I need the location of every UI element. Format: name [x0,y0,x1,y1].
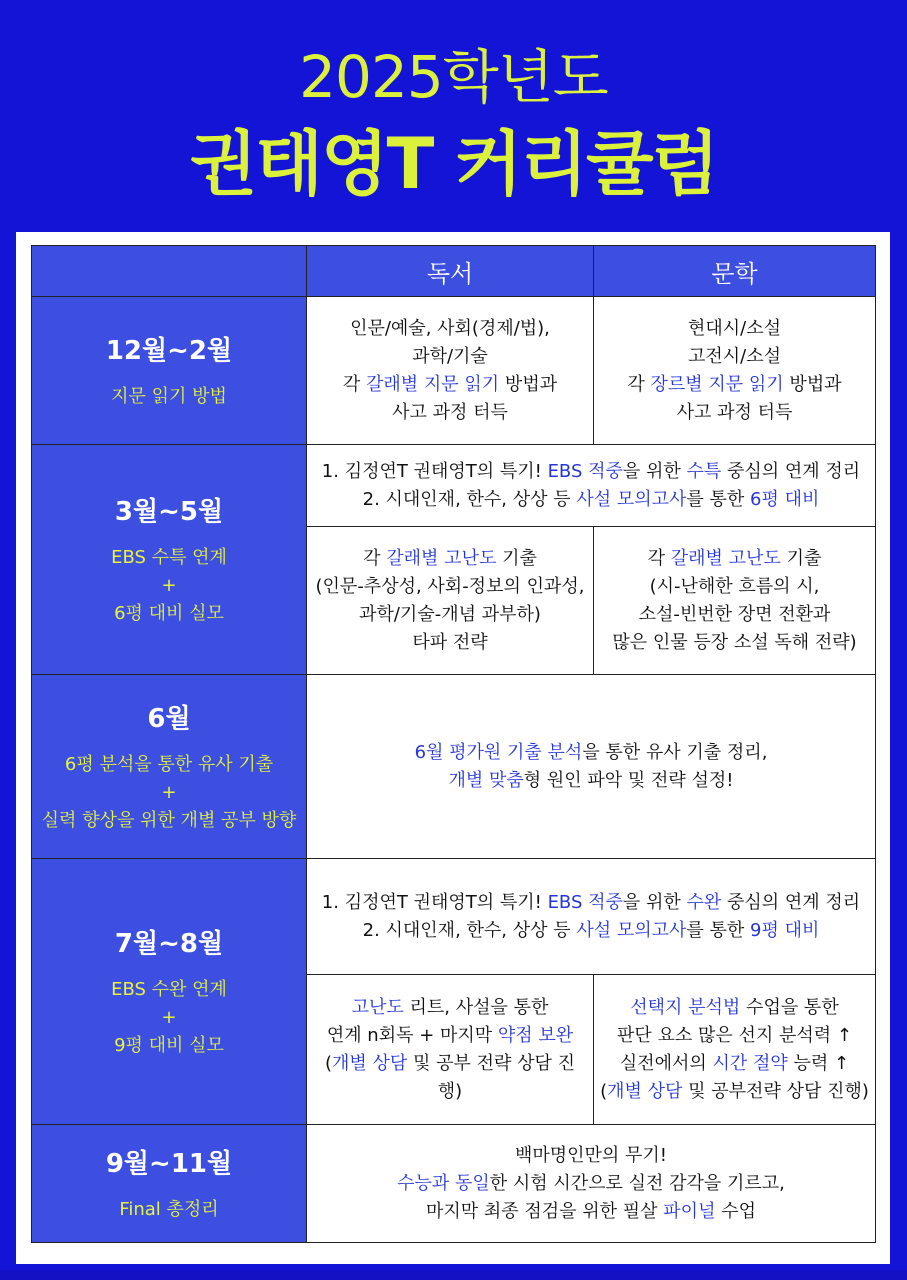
period-subtitle: 6평 대비 실모 [114,603,224,624]
common-cell [307,859,876,975]
period-subtitle: EBS 수완 연계 [111,979,227,1000]
text-line [600,994,869,1022]
text-segment: 형 원인 파악 및 전략 설정! [523,769,734,791]
text-segment: 기출 [780,547,822,569]
period-subtitle: 실력 향상을 위한 개별 공부 방향 [41,810,297,831]
text-segment: 을 위한 [622,460,687,482]
period-subtitle: 지문 읽기 방법 [111,386,227,407]
highlight-text: 6월 평가원 기출 분석 [414,741,583,763]
highlight-text: 약점 보완 [497,1024,574,1046]
text-line: 많은 인물 등장 소설 독해 전략) [612,631,857,653]
text-segment: 및 공부전략 상담 진행) [682,1080,869,1102]
highlight-text: 사설 모의고사 [576,919,687,941]
highlight-text: 파이널 [663,1200,716,1222]
period-plus: + [161,782,177,803]
period-plus: + [161,1007,177,1028]
text-segment: 실전에서의 [619,1052,713,1074]
table-row-mar-may [32,445,876,527]
page-title-curriculum: 권태영T 커리큘럼 [189,123,718,205]
corner-cell [32,246,307,297]
text-line [600,545,869,573]
period-plus: + [161,575,177,596]
text-line: 인문/예술, 사회(경제/법), [350,317,550,339]
highlight-text: 선택지 분석법 [630,996,741,1018]
highlight-text: EBS 적중 [547,460,623,482]
text-segment: 중심의 연계 정리 [721,460,861,482]
highlight-text: EBS 적중 [547,891,623,913]
text-line [313,767,869,795]
period-cell [32,1125,307,1243]
text-line [313,739,869,767]
highlight-text: 수완 [686,891,722,913]
highlight-text: 6평 대비 [750,488,820,510]
text-line [313,917,869,945]
column-header-literature: 문학 [594,246,876,297]
period-month: 7월~8월 [114,929,224,959]
period-month: 12월~2월 [105,336,233,366]
period-subtitle: EBS 수특 연계 [111,547,227,568]
highlight-text: 갈래별 지문 읽기 [366,373,500,395]
text-line [313,1170,869,1198]
highlight-text: 사설 모의고사 [576,488,687,510]
text-segment: 리트, 사설을 통한 [403,996,549,1018]
highlight-text: 수특 [686,460,722,482]
text-segment: 방법과 [783,373,842,395]
text-line: 과학/기술 [412,345,488,367]
text-segment: 각 [342,373,367,395]
text-line [600,1078,869,1106]
text-line [313,994,587,1022]
highlight-text: 개별 상담 [607,1080,683,1102]
highlight-text: 장르별 지문 읽기 [650,373,784,395]
bottom-strip [0,1270,907,1280]
text-segment: 를 통한 [686,919,751,941]
text-line: 과학/기술-개념 과부하) [359,603,541,625]
text-segment: ( [600,1080,608,1102]
reading-cell [307,297,594,445]
text-line: 사고 과정 터득 [676,401,793,423]
text-segment: 2. 시대인재, 한수, 상상 등 [362,919,577,941]
literature-cell [594,975,876,1125]
literature-cell [594,527,876,675]
text-segment: 연계 n회독 + 마지막 [326,1024,498,1046]
text-segment: 능력 ↑ [787,1052,850,1074]
text-line: 사고 과정 터득 [392,401,508,423]
period-cell [32,445,307,675]
text-line [313,1198,869,1226]
highlight-text: 개별 상담 [332,1052,408,1074]
text-segment: 각 [363,547,387,569]
text-segment: 을 위한 [622,891,687,913]
period-cell [32,675,307,859]
period-cell [32,297,307,445]
table-row-dec-feb [32,297,876,445]
text-segment: 중심의 연계 정리 [721,891,861,913]
reading-cell [307,527,594,675]
text-segment: ( [324,1052,333,1074]
text-segment: 기출 [496,547,537,569]
text-line [313,371,587,399]
highlight-text: 갈래별 고난도 [670,547,781,569]
text-segment: 및 공부 전략 상담 진행) [407,1052,576,1102]
text-line [313,1022,587,1050]
text-segment: 마지막 최종 점검을 위한 필살 [426,1200,664,1222]
text-segment: 각 [627,373,651,395]
highlight-text: 고난도 [351,996,404,1018]
curriculum-table [31,245,876,1243]
text-segment: 수업 [715,1200,756,1222]
text-line [600,1050,869,1078]
column-header-reading: 독서 [307,246,594,297]
text-segment: 를 통한 [686,488,751,510]
text-line: 현대시/소설 [687,317,781,339]
page-title-year: 2025학년도 [299,43,608,111]
highlight-text: 개별 맞춤 [448,769,524,791]
period-subtitle: 9평 대비 실모 [114,1035,224,1056]
text-line: (시-난해한 흐름의 시, [649,575,820,597]
text-line [600,371,869,399]
text-line [313,486,869,514]
text-line: 타파 전략 [412,631,488,653]
highlight-text: 시간 절약 [712,1052,788,1074]
highlight-text: 갈래별 고난도 [386,547,497,569]
text-segment: 1. 김정연T 권태영T의 특기! [321,891,548,913]
text-segment: 수업을 통한 [740,996,839,1018]
text-line: 백마명인만의 무기! [514,1144,668,1166]
period-month: 6월 [147,704,191,734]
table-row-jun [32,675,876,859]
text-segment: 한 시험 시간으로 실전 감각을 기르고, [489,1172,785,1194]
text-segment: 각 [647,547,671,569]
period-subtitle: 6평 분석을 통한 유사 기출 [64,754,274,775]
text-line: 소설-빈번한 장면 전환과 [638,603,831,625]
text-line [313,1050,587,1106]
common-cell [307,1125,876,1243]
text-line: 고전시/소설 [687,345,781,367]
common-cell [307,675,876,859]
period-month: 9월~11월 [105,1149,233,1179]
common-cell [307,445,876,527]
period-month: 3월~5월 [114,497,224,527]
text-segment: 1. 김정연T 권태영T의 특기! [321,460,548,482]
text-line: (인문-추상성, 사회-정보의 인과성, [315,575,585,597]
period-cell [32,859,307,1125]
text-segment: 을 통한 유사 기출 정리, [582,741,768,763]
text-segment: 방법과 [499,373,558,395]
reading-cell [307,975,594,1125]
text-line [313,545,587,573]
highlight-text: 수능과 동일 [397,1172,490,1194]
text-line [313,889,869,917]
period-subtitle: Final 총정리 [119,1199,219,1220]
table-row-sep-nov [32,1125,876,1243]
text-line: 판단 요소 많은 선지 분석력 ↑ [617,1024,852,1046]
table-row-jul-aug [32,859,876,975]
literature-cell [594,297,876,445]
text-line [313,458,869,486]
text-segment: 2. 시대인재, 한수, 상상 등 [362,488,577,510]
highlight-text: 9평 대비 [750,919,820,941]
